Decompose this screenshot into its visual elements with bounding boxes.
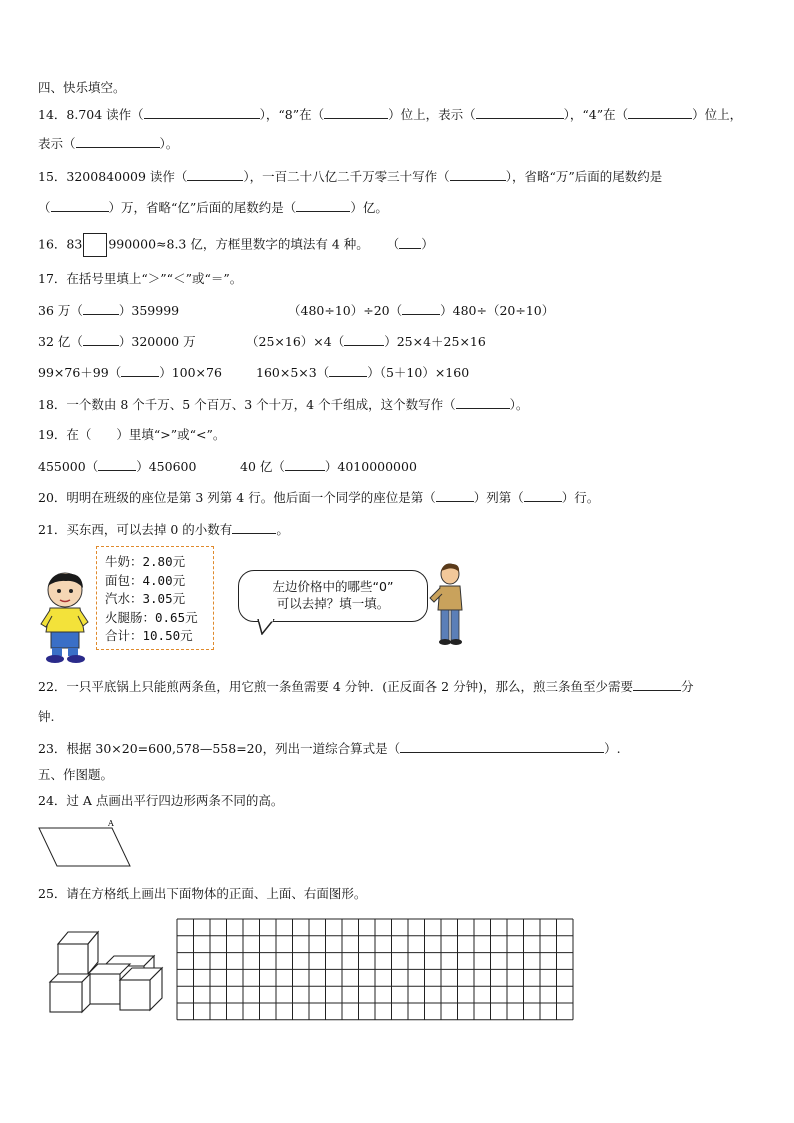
- speech-bubble: 左边价格中的哪些“0” 可以去掉？填一填。: [238, 570, 428, 622]
- blank-22[interactable]: [633, 678, 681, 691]
- price-item: 汽水：3.05元: [105, 591, 186, 606]
- question-22: 22．一只平底锅上只能煎两条鱼，用它煎一条鱼需要 4 分钟．(正反面各 2 分钟)，那么，煎三条鱼至少需要 分: [38, 679, 694, 694]
- question-17: 17．在括号里填上“＞”“＜”或“＝”。: [38, 271, 243, 286]
- question-16: 16．83 990000≈8.3 亿，方框里数字的填法有 4 种。 （ ）: [38, 233, 434, 257]
- blank-21[interactable]: [232, 521, 276, 534]
- question-20: 20．明明在班级的座位是第 3 列第 4 行。他后面一个同学的座位是第（ ）列第（ ）行。: [38, 490, 600, 505]
- blank-19-2[interactable]: [285, 458, 325, 471]
- teacher-illustration: [428, 562, 468, 646]
- q17-row-1-right: （480÷10）÷20（ ）480÷（20÷10）: [288, 303, 555, 318]
- blank-15-3[interactable]: [51, 199, 109, 212]
- parallelogram-figure: [36, 818, 136, 868]
- blank-18[interactable]: [456, 396, 510, 409]
- blank-19-1[interactable]: [98, 458, 136, 471]
- blank-15-4[interactable]: [296, 199, 350, 212]
- price-list: [96, 546, 214, 650]
- q19-left: 455000（ ）450600: [38, 459, 197, 474]
- q17-row-2-right: （25×16）×4（ ）25×4＋25×16: [246, 334, 486, 349]
- q17-row-3-left: 99×76＋99（ ）100×76: [38, 365, 222, 380]
- question-18: 18．一个数由 8 个千万、5 个百万、3 个十万，4 个千组成，这个数写作（ ）。: [38, 397, 529, 412]
- question-15: 15．3200840009 读作（ ），一百二十八亿二千万零三十写作（ ），省略“万”后面的尾数约是: [38, 169, 663, 184]
- blank-20-2[interactable]: [524, 489, 562, 502]
- blank-17-5[interactable]: [121, 364, 159, 377]
- boy-illustration: [38, 572, 94, 664]
- point-a-label: A: [108, 819, 114, 828]
- price-item: 合计：10.50元: [105, 628, 193, 643]
- question-14: 14．8.704 读作（ ），“8”在（ ）位上，表示（ ），“4”在（ ）位上，: [38, 107, 743, 122]
- blank-23[interactable]: [400, 740, 604, 753]
- question-21: 21．买东西，可以去掉 0 的小数有 。: [38, 522, 289, 537]
- price-item: 面包：4.00元: [105, 572, 186, 588]
- question-14-cont: 表示（ ）。: [38, 136, 179, 151]
- q17-row-1-left: 36 万（ ）359999: [38, 303, 180, 318]
- question-15-cont: （ ）万，省略“亿”后面的尾数约是（ ）亿。: [38, 200, 388, 215]
- speech-bubble-tail: [252, 619, 282, 635]
- question-19: 19．在（ ）里填“>”或“<”。: [38, 427, 226, 442]
- blank-15-1[interactable]: [187, 168, 243, 181]
- question-23: 23．根据 30×20=600,578—558=20，列出一道综合算式是（ ）.: [38, 741, 621, 756]
- blank-17-3[interactable]: [83, 333, 119, 346]
- blank-16[interactable]: [399, 236, 421, 249]
- price-item: 牛奶：2.80元: [105, 554, 186, 569]
- cube-stack-figure: [44, 924, 174, 1016]
- price-item: 火腿肠：0.65元: [105, 609, 198, 625]
- q17-row-3-right: 160×5×3（ ）（5＋10）×160: [256, 365, 470, 380]
- section-title-draw: 五、作图题。: [38, 767, 114, 782]
- blank-17-6[interactable]: [329, 364, 367, 377]
- blank-17-1[interactable]: [83, 302, 119, 315]
- blank-14-4[interactable]: [628, 106, 692, 119]
- blank-20-1[interactable]: [436, 489, 474, 502]
- question-22-cont: 钟.: [38, 709, 55, 724]
- blank-14-1[interactable]: [144, 106, 260, 119]
- grid-paper[interactable]: [176, 918, 576, 1022]
- question-25: 25．请在方格纸上画出下面物体的正面、上面、右面图形。: [38, 886, 367, 901]
- blank-14-2[interactable]: [324, 106, 388, 119]
- blank-17-2[interactable]: [402, 302, 440, 315]
- blank-14-3[interactable]: [476, 106, 564, 119]
- blank-17-4[interactable]: [344, 333, 384, 346]
- section-title-fill: 四、快乐填空。: [38, 80, 126, 95]
- digit-box[interactable]: [83, 233, 107, 257]
- blank-14-5[interactable]: [76, 135, 160, 148]
- question-24: 24．过 A 点画出平行四边形两条不同的高。: [38, 793, 284, 808]
- q19-right: 40 亿（ ）4010000000: [240, 459, 417, 474]
- q17-row-2-left: 32 亿（ ）320000 万: [38, 334, 196, 349]
- blank-15-2[interactable]: [450, 168, 506, 181]
